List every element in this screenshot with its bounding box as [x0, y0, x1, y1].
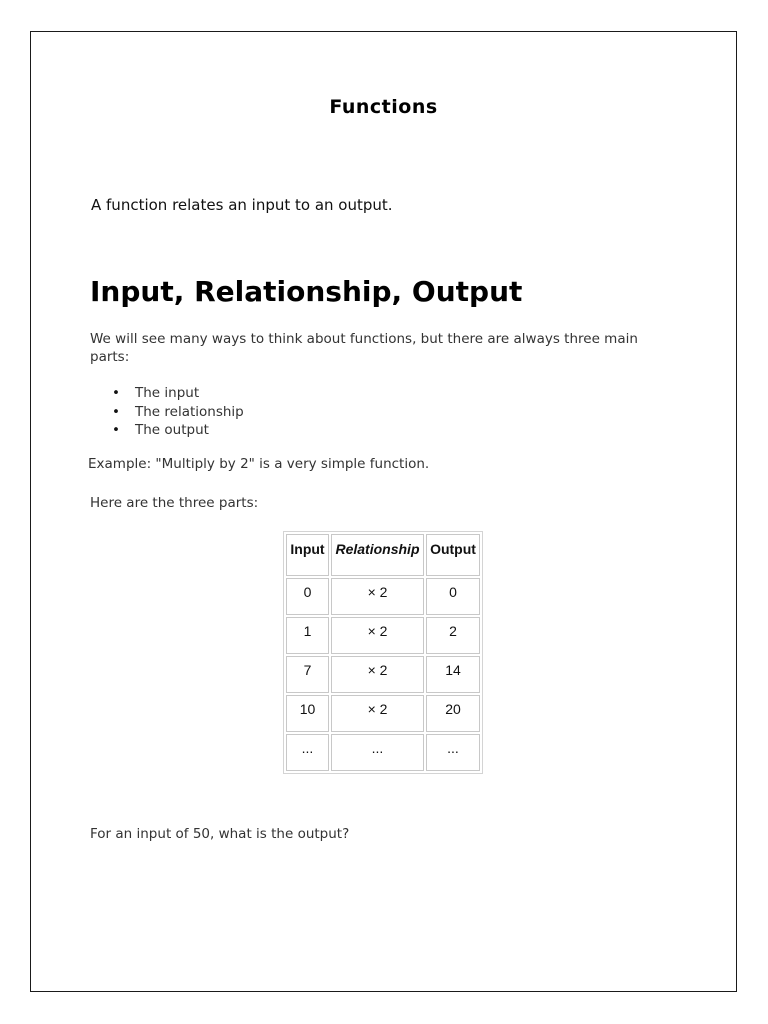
cell-output: 0 — [426, 578, 480, 615]
list-item: • The output — [90, 421, 244, 440]
cell-input: 7 — [286, 656, 329, 693]
page-title: Functions — [329, 96, 438, 118]
cell-relationship: × 2 — [331, 617, 424, 654]
cell-relationship: × 2 — [331, 578, 424, 615]
cell-input: 0 — [286, 578, 329, 615]
table-row — [286, 617, 480, 654]
table-row — [286, 695, 480, 732]
table-row — [286, 656, 480, 693]
table-row — [286, 578, 480, 615]
section-heading: Input, Relationship, Output — [90, 275, 523, 308]
cell-input: 1 — [286, 617, 329, 654]
header-output: Output — [426, 534, 480, 576]
parts-list — [90, 384, 244, 440]
list-item: • The relationship — [90, 403, 244, 422]
intro-paragraph: We will see many ways to think about functions, but there are always three main parts: — [90, 331, 638, 365]
cell-output: 14 — [426, 656, 480, 693]
example-text: Example: "Multiply by 2" is a very simple function. — [88, 456, 430, 472]
cell-output: 20 — [426, 695, 480, 732]
header-relationship: Relationship — [331, 534, 424, 576]
question-text: For an input of 50, what is the output? — [90, 826, 350, 842]
cell-output: 2 — [426, 617, 480, 654]
cell-relationship: × 2 — [331, 695, 424, 732]
function-table — [283, 531, 483, 774]
cell-input: 10 — [286, 695, 329, 732]
intro-text: A function relates an input to an output. — [91, 196, 393, 214]
parts-intro-text: Here are the three parts: — [90, 495, 259, 511]
list-item: • The input — [90, 384, 244, 403]
page-frame — [30, 31, 737, 992]
cell-output: ... — [426, 734, 480, 771]
cell-relationship: × 2 — [331, 656, 424, 693]
table-header-row — [286, 534, 480, 576]
header-input: Input — [286, 534, 329, 576]
table-row — [286, 734, 480, 771]
cell-relationship: ... — [331, 734, 424, 771]
cell-input: ... — [286, 734, 329, 771]
